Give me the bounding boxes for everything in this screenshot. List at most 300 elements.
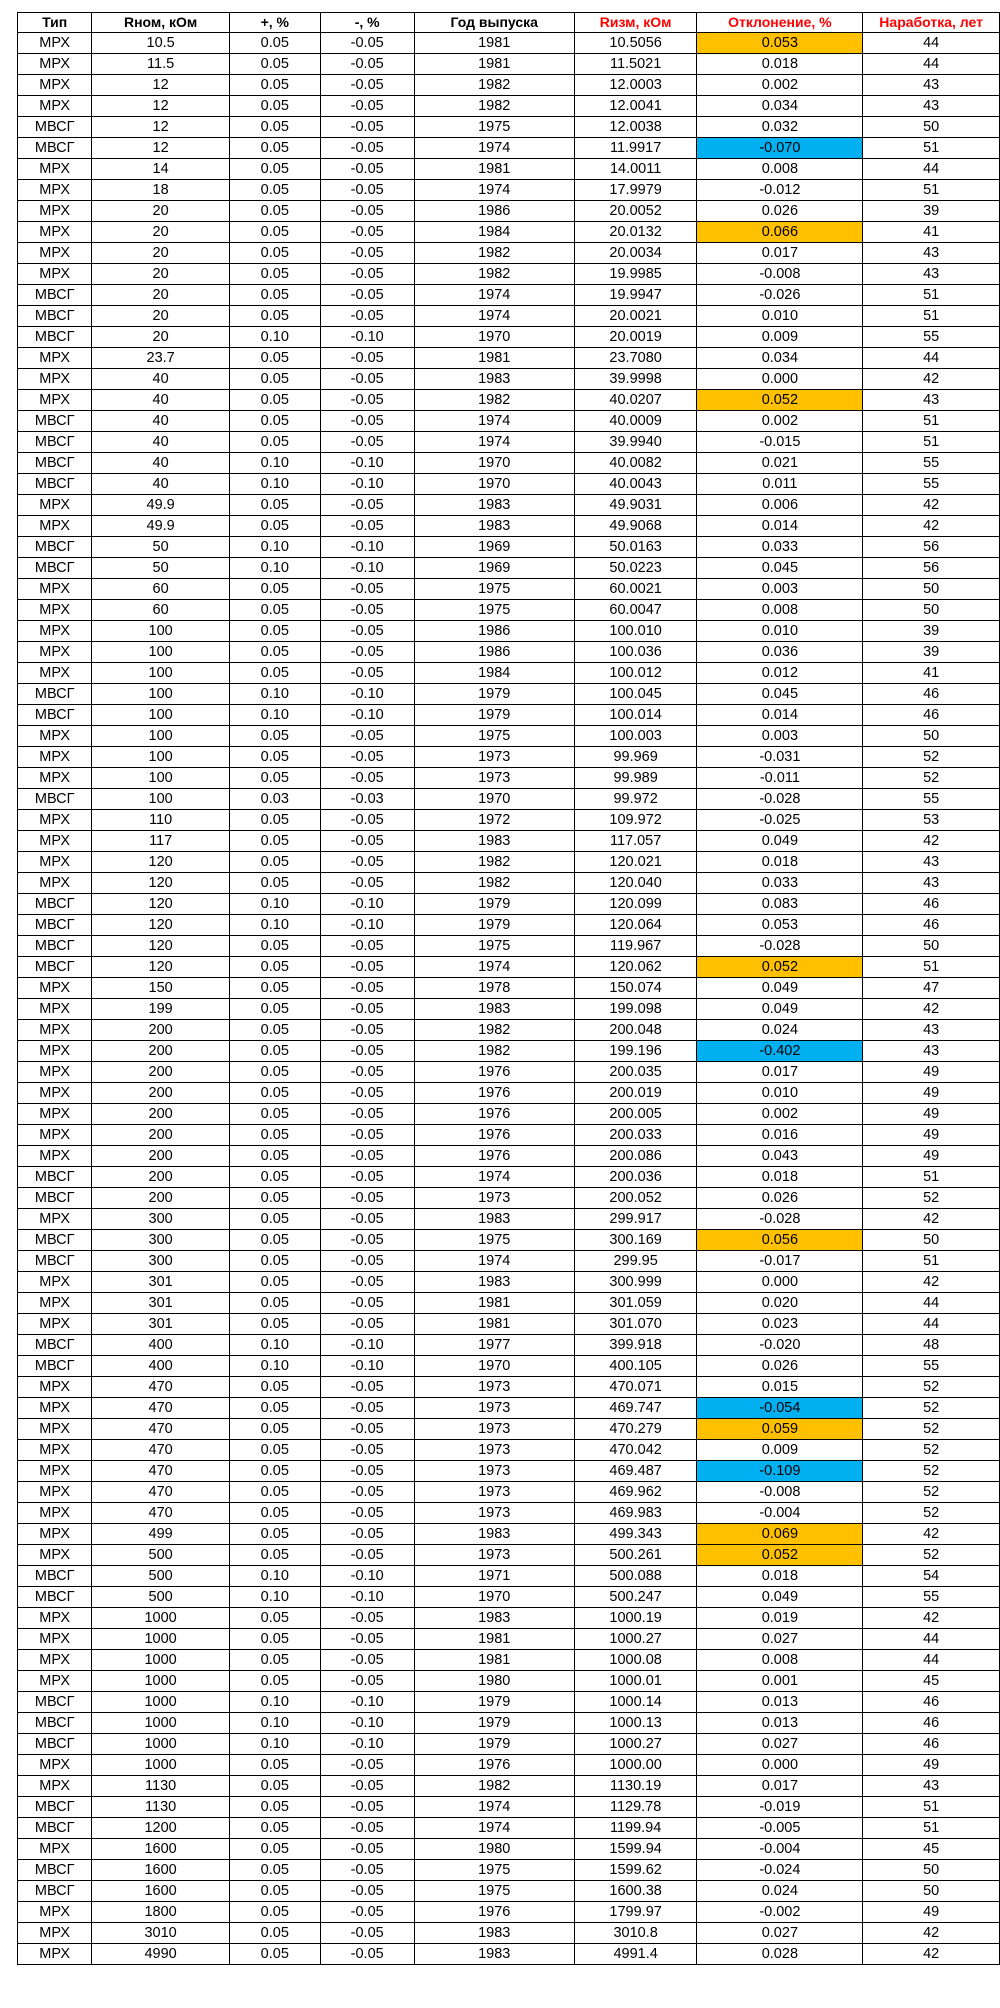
cell-minus: -0.05 [320, 1188, 414, 1209]
cell-measured: 20.0034 [574, 243, 697, 264]
cell-service-years: 44 [863, 348, 1000, 369]
cell-measured: 200.035 [574, 1062, 697, 1083]
cell-type: МРХ [18, 978, 92, 999]
cell-type: МРХ [18, 1146, 92, 1167]
cell-plus: 0.05 [229, 75, 320, 96]
table-row [18, 1188, 1000, 1209]
table-row [18, 1503, 1000, 1524]
cell-plus: 0.05 [229, 1083, 320, 1104]
cell-measured: 40.0009 [574, 411, 697, 432]
cell-measured: 49.9031 [574, 495, 697, 516]
header-measured-resistance: Rизм, кОм [574, 13, 697, 33]
cell-minus: -0.05 [320, 831, 414, 852]
table-row [18, 1398, 1000, 1419]
cell-year: 1974 [414, 138, 574, 159]
cell-deviation: 0.049 [697, 831, 863, 852]
cell-measured: 4991.4 [574, 1944, 697, 1965]
cell-nominal: 120 [92, 915, 230, 936]
cell-service-years: 45 [863, 1839, 1000, 1860]
cell-deviation: -0.004 [697, 1503, 863, 1524]
cell-nominal: 1600 [92, 1881, 230, 1902]
cell-minus: -0.10 [320, 684, 414, 705]
cell-service-years: 42 [863, 369, 1000, 390]
cell-year: 1976 [414, 1755, 574, 1776]
cell-type: МВСГ [18, 138, 92, 159]
header-service-years: Наработка, лет [863, 13, 1000, 33]
cell-deviation: -0.026 [697, 285, 863, 306]
cell-year: 1974 [414, 1167, 574, 1188]
cell-measured: 1799.97 [574, 1902, 697, 1923]
cell-plus: 0.05 [229, 1818, 320, 1839]
cell-measured: 300.999 [574, 1272, 697, 1293]
cell-type: МРХ [18, 54, 92, 75]
cell-year: 1982 [414, 1041, 574, 1062]
cell-nominal: 1000 [92, 1671, 230, 1692]
cell-minus: -0.05 [320, 264, 414, 285]
cell-nominal: 100 [92, 726, 230, 747]
cell-measured: 1000.27 [574, 1629, 697, 1650]
cell-year: 1983 [414, 999, 574, 1020]
cell-service-years: 53 [863, 810, 1000, 831]
cell-type: МРХ [18, 810, 92, 831]
cell-deviation: 0.015 [697, 1377, 863, 1398]
cell-measured: 40.0043 [574, 474, 697, 495]
cell-minus: -0.10 [320, 1587, 414, 1608]
cell-year: 1981 [414, 1314, 574, 1335]
cell-nominal: 12 [92, 117, 230, 138]
cell-type: МРХ [18, 831, 92, 852]
cell-nominal: 400 [92, 1356, 230, 1377]
cell-nominal: 200 [92, 1104, 230, 1125]
cell-deviation: 0.002 [697, 1104, 863, 1125]
cell-year: 1986 [414, 201, 574, 222]
cell-service-years: 52 [863, 1482, 1000, 1503]
cell-service-years: 51 [863, 411, 1000, 432]
cell-service-years: 50 [863, 117, 1000, 138]
cell-deviation: 0.013 [697, 1692, 863, 1713]
cell-type: МРХ [18, 999, 92, 1020]
table-row [18, 852, 1000, 873]
cell-deviation: 0.010 [697, 306, 863, 327]
cell-type: МРХ [18, 33, 92, 54]
cell-type: МРХ [18, 663, 92, 684]
cell-minus: -0.05 [320, 117, 414, 138]
cell-year: 1973 [414, 1188, 574, 1209]
cell-year: 1981 [414, 1650, 574, 1671]
cell-minus: -0.10 [320, 915, 414, 936]
cell-deviation: 0.026 [697, 1188, 863, 1209]
table-row [18, 894, 1000, 915]
table-row [18, 831, 1000, 852]
cell-type: МРХ [18, 1923, 92, 1944]
cell-deviation: 0.003 [697, 579, 863, 600]
cell-year: 1973 [414, 1482, 574, 1503]
cell-measured: 1130.19 [574, 1776, 697, 1797]
cell-plus: 0.05 [229, 1230, 320, 1251]
cell-service-years: 49 [863, 1146, 1000, 1167]
cell-service-years: 42 [863, 831, 1000, 852]
cell-type: МРХ [18, 1902, 92, 1923]
cell-measured: 17.9979 [574, 180, 697, 201]
cell-minus: -0.05 [320, 810, 414, 831]
table-row [18, 1734, 1000, 1755]
cell-deviation: -0.024 [697, 1860, 863, 1881]
cell-deviation: 0.027 [697, 1923, 863, 1944]
cell-type: МВСГ [18, 1713, 92, 1734]
cell-year: 1972 [414, 810, 574, 831]
cell-nominal: 200 [92, 1062, 230, 1083]
table-row [18, 327, 1000, 348]
cell-service-years: 43 [863, 873, 1000, 894]
cell-year: 1980 [414, 1839, 574, 1860]
table-row [18, 75, 1000, 96]
cell-type: МРХ [18, 516, 92, 537]
table-row [18, 642, 1000, 663]
cell-service-years: 43 [863, 1020, 1000, 1041]
cell-type: МВСГ [18, 1797, 92, 1818]
cell-type: МРХ [18, 159, 92, 180]
header-plus-tolerance: +, % [229, 13, 320, 33]
cell-deviation: -0.005 [697, 1818, 863, 1839]
cell-nominal: 301 [92, 1293, 230, 1314]
cell-minus: -0.05 [320, 978, 414, 999]
cell-minus: -0.05 [320, 1923, 414, 1944]
cell-year: 1975 [414, 726, 574, 747]
cell-plus: 0.03 [229, 789, 320, 810]
cell-nominal: 1130 [92, 1797, 230, 1818]
cell-year: 1982 [414, 75, 574, 96]
cell-plus: 0.05 [229, 978, 320, 999]
cell-plus: 0.10 [229, 1335, 320, 1356]
cell-plus: 0.05 [229, 663, 320, 684]
table-row [18, 1335, 1000, 1356]
cell-year: 1973 [414, 1503, 574, 1524]
cell-service-years: 52 [863, 768, 1000, 789]
header-deviation: Отклонение, % [697, 13, 863, 33]
cell-measured: 301.070 [574, 1314, 697, 1335]
cell-type: МРХ [18, 642, 92, 663]
cell-plus: 0.05 [229, 1293, 320, 1314]
cell-service-years: 49 [863, 1755, 1000, 1776]
cell-year: 1969 [414, 558, 574, 579]
table-row [18, 1482, 1000, 1503]
cell-service-years: 51 [863, 1167, 1000, 1188]
cell-plus: 0.10 [229, 453, 320, 474]
cell-deviation: 0.028 [697, 1944, 863, 1965]
cell-measured: 1600.38 [574, 1881, 697, 1902]
cell-plus: 0.05 [229, 1020, 320, 1041]
cell-minus: -0.05 [320, 1083, 414, 1104]
cell-deviation: 0.045 [697, 558, 863, 579]
cell-measured: 1000.14 [574, 1692, 697, 1713]
cell-service-years: 44 [863, 1293, 1000, 1314]
cell-nominal: 470 [92, 1461, 230, 1482]
table-row [18, 1797, 1000, 1818]
cell-nominal: 200 [92, 1041, 230, 1062]
cell-deviation: 0.027 [697, 1629, 863, 1650]
cell-minus: -0.05 [320, 747, 414, 768]
table-row [18, 1692, 1000, 1713]
cell-year: 1984 [414, 663, 574, 684]
table-row [18, 936, 1000, 957]
cell-type: МВСГ [18, 705, 92, 726]
cell-deviation: -0.031 [697, 747, 863, 768]
cell-minus: -0.10 [320, 1713, 414, 1734]
cell-measured: 50.0163 [574, 537, 697, 558]
cell-service-years: 55 [863, 327, 1000, 348]
cell-year: 1971 [414, 1566, 574, 1587]
cell-deviation: 0.033 [697, 537, 863, 558]
cell-nominal: 117 [92, 831, 230, 852]
cell-measured: 99.989 [574, 768, 697, 789]
cell-plus: 0.05 [229, 1650, 320, 1671]
cell-plus: 0.05 [229, 936, 320, 957]
cell-plus: 0.05 [229, 1839, 320, 1860]
cell-service-years: 43 [863, 852, 1000, 873]
cell-plus: 0.05 [229, 1104, 320, 1125]
cell-minus: -0.05 [320, 1440, 414, 1461]
cell-deviation: 0.020 [697, 1293, 863, 1314]
cell-type: МРХ [18, 264, 92, 285]
cell-measured: 49.9068 [574, 516, 697, 537]
cell-year: 1983 [414, 369, 574, 390]
cell-service-years: 55 [863, 1587, 1000, 1608]
cell-deviation: 0.006 [697, 495, 863, 516]
cell-measured: 200.086 [574, 1146, 697, 1167]
cell-minus: -0.05 [320, 1650, 414, 1671]
cell-year: 1976 [414, 1083, 574, 1104]
cell-measured: 109.972 [574, 810, 697, 831]
table-row [18, 1356, 1000, 1377]
cell-plus: 0.05 [229, 54, 320, 75]
cell-type: МРХ [18, 1482, 92, 1503]
cell-nominal: 110 [92, 810, 230, 831]
cell-measured: 120.040 [574, 873, 697, 894]
cell-plus: 0.05 [229, 999, 320, 1020]
cell-plus: 0.05 [229, 264, 320, 285]
cell-deviation: -0.015 [697, 432, 863, 453]
cell-nominal: 300 [92, 1209, 230, 1230]
table-row [18, 1251, 1000, 1272]
cell-plus: 0.05 [229, 1167, 320, 1188]
cell-type: МРХ [18, 1629, 92, 1650]
cell-service-years: 44 [863, 33, 1000, 54]
cell-type: МРХ [18, 495, 92, 516]
cell-plus: 0.10 [229, 915, 320, 936]
cell-service-years: 43 [863, 75, 1000, 96]
cell-plus: 0.05 [229, 390, 320, 411]
cell-nominal: 1130 [92, 1776, 230, 1797]
table-row [18, 96, 1000, 117]
table-body [18, 33, 1000, 1965]
cell-minus: -0.10 [320, 1692, 414, 1713]
cell-minus: -0.05 [320, 1797, 414, 1818]
cell-measured: 99.972 [574, 789, 697, 810]
table-row [18, 1272, 1000, 1293]
cell-type: МВСГ [18, 453, 92, 474]
cell-deviation: -0.070 [697, 138, 863, 159]
cell-plus: 0.05 [229, 1860, 320, 1881]
cell-deviation: 0.002 [697, 411, 863, 432]
cell-year: 1982 [414, 243, 574, 264]
cell-plus: 0.05 [229, 621, 320, 642]
cell-nominal: 12 [92, 75, 230, 96]
cell-deviation: 0.052 [697, 957, 863, 978]
cell-plus: 0.05 [229, 516, 320, 537]
cell-plus: 0.05 [229, 1881, 320, 1902]
cell-deviation: 0.056 [697, 1230, 863, 1251]
cell-year: 1973 [414, 747, 574, 768]
cell-nominal: 500 [92, 1545, 230, 1566]
cell-minus: -0.05 [320, 1503, 414, 1524]
cell-nominal: 20 [92, 264, 230, 285]
cell-plus: 0.05 [229, 1209, 320, 1230]
cell-service-years: 52 [863, 1503, 1000, 1524]
cell-deviation: 0.024 [697, 1020, 863, 1041]
table-row [18, 1608, 1000, 1629]
cell-type: МРХ [18, 1272, 92, 1293]
cell-deviation: 0.009 [697, 1440, 863, 1461]
cell-measured: 100.014 [574, 705, 697, 726]
table-row [18, 348, 1000, 369]
cell-year: 1981 [414, 1629, 574, 1650]
cell-year: 1983 [414, 1923, 574, 1944]
cell-year: 1979 [414, 1692, 574, 1713]
table-row [18, 1314, 1000, 1335]
cell-plus: 0.05 [229, 1944, 320, 1965]
cell-minus: -0.05 [320, 1167, 414, 1188]
cell-measured: 40.0207 [574, 390, 697, 411]
cell-deviation: 0.008 [697, 159, 863, 180]
cell-minus: -0.05 [320, 432, 414, 453]
cell-nominal: 40 [92, 369, 230, 390]
cell-plus: 0.05 [229, 642, 320, 663]
cell-minus: -0.10 [320, 537, 414, 558]
cell-plus: 0.05 [229, 159, 320, 180]
cell-measured: 20.0019 [574, 327, 697, 348]
cell-year: 1970 [414, 327, 574, 348]
cell-service-years: 51 [863, 1251, 1000, 1272]
cell-deviation: 0.069 [697, 1524, 863, 1545]
cell-nominal: 1000 [92, 1629, 230, 1650]
table-row [18, 747, 1000, 768]
cell-minus: -0.05 [320, 873, 414, 894]
cell-measured: 500.088 [574, 1566, 697, 1587]
table-row [18, 705, 1000, 726]
cell-measured: 100.036 [574, 642, 697, 663]
cell-measured: 469.983 [574, 1503, 697, 1524]
cell-measured: 470.042 [574, 1440, 697, 1461]
cell-plus: 0.05 [229, 33, 320, 54]
cell-type: МРХ [18, 1062, 92, 1083]
cell-plus: 0.05 [229, 1125, 320, 1146]
cell-year: 1983 [414, 831, 574, 852]
cell-nominal: 150 [92, 978, 230, 999]
cell-measured: 1000.08 [574, 1650, 697, 1671]
cell-type: МВСГ [18, 1734, 92, 1755]
cell-plus: 0.05 [229, 1461, 320, 1482]
cell-plus: 0.05 [229, 1923, 320, 1944]
cell-type: МВСГ [18, 1818, 92, 1839]
cell-service-years: 52 [863, 1545, 1000, 1566]
cell-minus: -0.10 [320, 1356, 414, 1377]
cell-service-years: 39 [863, 621, 1000, 642]
cell-nominal: 50 [92, 537, 230, 558]
cell-type: МРХ [18, 873, 92, 894]
cell-service-years: 44 [863, 1650, 1000, 1671]
cell-plus: 0.10 [229, 1692, 320, 1713]
cell-minus: -0.10 [320, 474, 414, 495]
cell-year: 1986 [414, 642, 574, 663]
cell-nominal: 60 [92, 600, 230, 621]
table-row [18, 537, 1000, 558]
cell-measured: 500.247 [574, 1587, 697, 1608]
cell-deviation: 0.012 [697, 663, 863, 684]
cell-service-years: 39 [863, 642, 1000, 663]
cell-measured: 200.019 [574, 1083, 697, 1104]
cell-nominal: 40 [92, 411, 230, 432]
cell-year: 1973 [414, 1419, 574, 1440]
table-row [18, 1020, 1000, 1041]
cell-type: МВСГ [18, 285, 92, 306]
table-row [18, 474, 1000, 495]
cell-minus: -0.05 [320, 1062, 414, 1083]
cell-minus: -0.10 [320, 1566, 414, 1587]
cell-minus: -0.05 [320, 411, 414, 432]
cell-plus: 0.05 [229, 96, 320, 117]
cell-minus: -0.05 [320, 936, 414, 957]
cell-nominal: 100 [92, 642, 230, 663]
cell-deviation: 0.032 [697, 117, 863, 138]
cell-year: 1982 [414, 96, 574, 117]
cell-minus: -0.05 [320, 1020, 414, 1041]
cell-nominal: 499 [92, 1524, 230, 1545]
cell-deviation: -0.028 [697, 936, 863, 957]
cell-deviation: 0.018 [697, 1566, 863, 1587]
cell-deviation: 0.043 [697, 1146, 863, 1167]
cell-type: МРХ [18, 1440, 92, 1461]
table-row [18, 1125, 1000, 1146]
cell-service-years: 54 [863, 1566, 1000, 1587]
cell-service-years: 47 [863, 978, 1000, 999]
cell-measured: 1599.62 [574, 1860, 697, 1881]
cell-measured: 300.169 [574, 1230, 697, 1251]
cell-measured: 120.099 [574, 894, 697, 915]
cell-type: МРХ [18, 222, 92, 243]
cell-deviation: 0.049 [697, 978, 863, 999]
cell-type: МРХ [18, 1524, 92, 1545]
table-row [18, 138, 1000, 159]
cell-deviation: 0.009 [697, 327, 863, 348]
cell-year: 1983 [414, 516, 574, 537]
cell-measured: 150.074 [574, 978, 697, 999]
cell-service-years: 42 [863, 1923, 1000, 1944]
cell-type: МВСГ [18, 1860, 92, 1881]
cell-measured: 100.010 [574, 621, 697, 642]
cell-measured: 199.098 [574, 999, 697, 1020]
table-row [18, 1713, 1000, 1734]
cell-measured: 60.0021 [574, 579, 697, 600]
cell-measured: 1129.78 [574, 1797, 697, 1818]
cell-deviation: 0.034 [697, 96, 863, 117]
cell-plus: 0.05 [229, 306, 320, 327]
cell-nominal: 120 [92, 957, 230, 978]
cell-plus: 0.05 [229, 243, 320, 264]
cell-plus: 0.05 [229, 1419, 320, 1440]
cell-service-years: 46 [863, 705, 1000, 726]
cell-year: 1976 [414, 1902, 574, 1923]
header-row [18, 13, 1000, 33]
